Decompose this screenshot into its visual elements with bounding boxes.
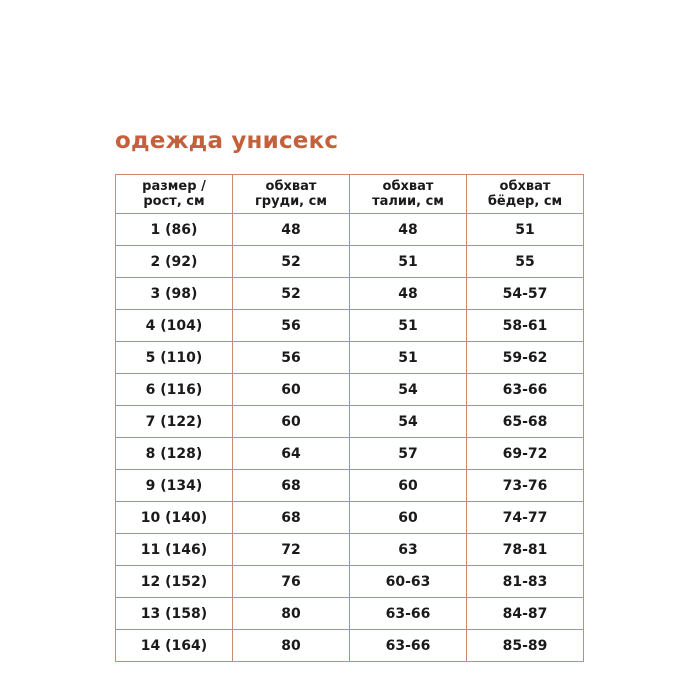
header-waist <box>350 175 467 214</box>
header-row <box>116 175 584 214</box>
chest-cell: 76 <box>233 566 350 598</box>
header-line: рост, см <box>143 194 205 209</box>
waist-cell: 51 <box>350 310 467 342</box>
hips-cell: 78-81 <box>467 534 584 566</box>
size-cell: 12 (152) <box>116 566 233 598</box>
table-row <box>116 374 584 406</box>
waist-cell: 54 <box>350 374 467 406</box>
hips-cell: 59-62 <box>467 342 584 374</box>
hips-cell: 84-87 <box>467 598 584 630</box>
table-row <box>116 246 584 278</box>
hips-cell: 85-89 <box>467 630 584 662</box>
waist-cell: 60-63 <box>350 566 467 598</box>
hips-cell: 73-76 <box>467 470 584 502</box>
page-title: одежда унисекс <box>115 128 339 154</box>
chest-cell: 68 <box>233 470 350 502</box>
size-cell: 7 (122) <box>116 406 233 438</box>
chest-cell: 60 <box>233 406 350 438</box>
table-row <box>116 438 584 470</box>
table-row <box>116 598 584 630</box>
header-line: размер / <box>142 179 206 194</box>
table-row <box>116 342 584 374</box>
header-line: груди, см <box>255 194 327 209</box>
size-cell: 4 (104) <box>116 310 233 342</box>
size-cell: 1 (86) <box>116 214 233 246</box>
hips-cell: 51 <box>467 214 584 246</box>
waist-cell: 48 <box>350 278 467 310</box>
waist-cell: 51 <box>350 342 467 374</box>
header-chest <box>233 175 350 214</box>
size-cell: 6 (116) <box>116 374 233 406</box>
hips-cell: 54-57 <box>467 278 584 310</box>
chest-cell: 52 <box>233 278 350 310</box>
waist-cell: 63-66 <box>350 630 467 662</box>
waist-cell: 51 <box>350 246 467 278</box>
table-row <box>116 630 584 662</box>
chest-cell: 48 <box>233 214 350 246</box>
waist-cell: 48 <box>350 214 467 246</box>
header-line: бёдер, см <box>487 194 563 209</box>
chest-cell: 80 <box>233 630 350 662</box>
hips-cell: 65-68 <box>467 406 584 438</box>
chest-cell: 60 <box>233 374 350 406</box>
header-line: обхват <box>499 179 551 194</box>
hips-cell: 81-83 <box>467 566 584 598</box>
hips-cell: 63-66 <box>467 374 584 406</box>
chest-cell: 72 <box>233 534 350 566</box>
size-cell: 9 (134) <box>116 470 233 502</box>
size-cell: 10 (140) <box>116 502 233 534</box>
header-line: талии, см <box>372 194 444 209</box>
chest-cell: 80 <box>233 598 350 630</box>
size-table <box>115 174 584 662</box>
size-cell: 3 (98) <box>116 278 233 310</box>
waist-cell: 60 <box>350 502 467 534</box>
waist-cell: 60 <box>350 470 467 502</box>
header-line: обхват <box>382 179 434 194</box>
table-row <box>116 470 584 502</box>
hips-cell: 69-72 <box>467 438 584 470</box>
size-cell: 11 (146) <box>116 534 233 566</box>
header-size-height <box>116 175 233 214</box>
size-cell: 5 (110) <box>116 342 233 374</box>
header-line: обхват <box>265 179 317 194</box>
table-row <box>116 502 584 534</box>
table-row <box>116 534 584 566</box>
hips-cell: 58-61 <box>467 310 584 342</box>
table-row <box>116 310 584 342</box>
table-row <box>116 214 584 246</box>
hips-cell: 55 <box>467 246 584 278</box>
chest-cell: 56 <box>233 342 350 374</box>
table-row <box>116 566 584 598</box>
size-table-body <box>116 214 584 662</box>
waist-cell: 54 <box>350 406 467 438</box>
hips-cell: 74-77 <box>467 502 584 534</box>
waist-cell: 63 <box>350 534 467 566</box>
table-row <box>116 278 584 310</box>
chest-cell: 64 <box>233 438 350 470</box>
header-hips <box>467 175 584 214</box>
chest-cell: 52 <box>233 246 350 278</box>
chest-cell: 56 <box>233 310 350 342</box>
size-cell: 2 (92) <box>116 246 233 278</box>
size-cell: 14 (164) <box>116 630 233 662</box>
size-cell: 13 (158) <box>116 598 233 630</box>
table-row <box>116 406 584 438</box>
chest-cell: 68 <box>233 502 350 534</box>
waist-cell: 57 <box>350 438 467 470</box>
waist-cell: 63-66 <box>350 598 467 630</box>
size-cell: 8 (128) <box>116 438 233 470</box>
